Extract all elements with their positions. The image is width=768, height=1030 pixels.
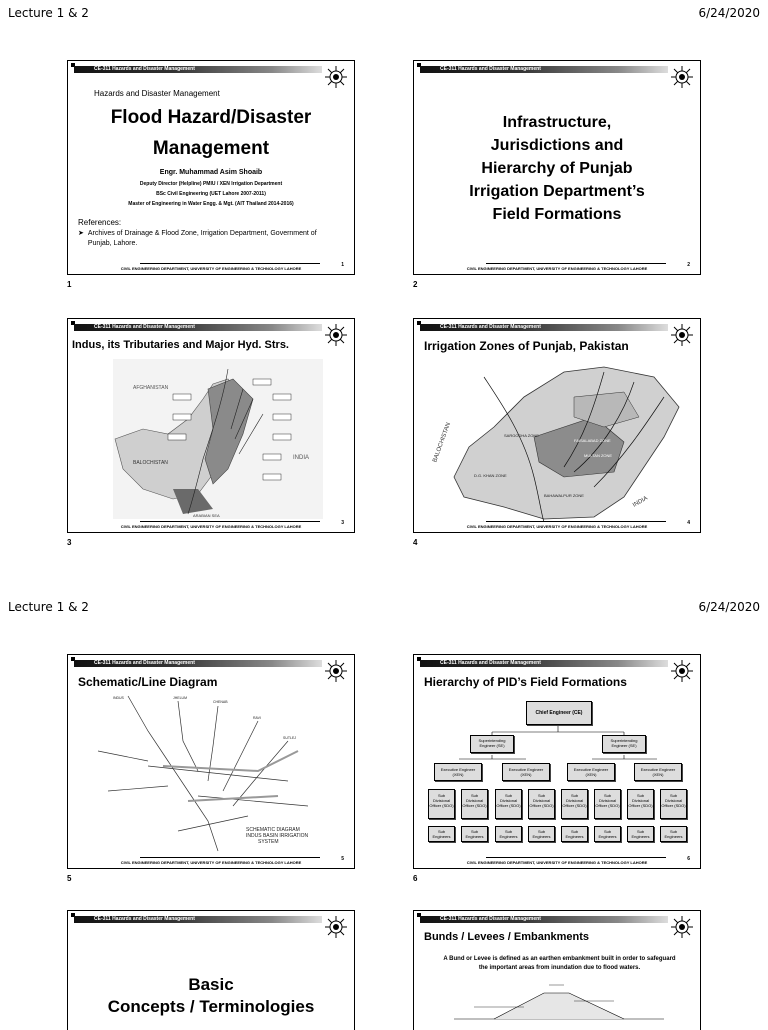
sdo-box: Sub Divisional Officer (SDO) bbox=[428, 789, 455, 819]
university-logo-icon bbox=[324, 65, 348, 89]
slide-page-number: 1 bbox=[341, 262, 344, 268]
bar-text: CE-311 Hazards and Disaster Management bbox=[440, 324, 541, 330]
title-line: Field Formations bbox=[492, 206, 622, 223]
sdo-box: Sub Divisional Officer (SDO) bbox=[461, 789, 488, 819]
footer-divider bbox=[140, 263, 320, 264]
university-logo-icon bbox=[670, 65, 694, 89]
slide-title: Irrigation Zones of Punjab, Pakistan bbox=[424, 339, 629, 353]
university-logo-icon bbox=[324, 323, 348, 347]
footer-divider bbox=[486, 521, 666, 522]
bar-text: CE-311 Hazards and Disaster Management bbox=[94, 916, 195, 922]
slide-4[interactable] bbox=[413, 318, 701, 533]
sub-engineer-box: Sub Engineers bbox=[528, 826, 555, 842]
sdo-box: Sub Divisional Officer (SDO) bbox=[561, 789, 588, 819]
slide-footer: CIVIL ENGINEERING DEPARTMENT, UNIVERSITY OF ENGINEERING & TECHNOLOGY LAHORE bbox=[120, 266, 302, 271]
slide-footer: CIVIL ENGINEERING DEPARTMENT, UNIVERSITY OF ENGINEERING & TECHNOLOGY LAHORE bbox=[120, 860, 302, 865]
page-header-left-2: Lecture 1 & 2 bbox=[8, 600, 89, 614]
page-header-right: 6/24/2020 bbox=[698, 6, 760, 20]
page-header-right-2: 6/24/2020 bbox=[698, 600, 760, 614]
xen-box: Executive Engineer (XEN) bbox=[502, 763, 550, 781]
author-name: Engr. Muhammad Asim Shoaib bbox=[159, 169, 263, 176]
svg-text:INDIA: INDIA bbox=[293, 455, 310, 461]
slide-title: Indus, its Tributaries and Major Hyd. Strs. bbox=[72, 339, 289, 351]
bar-text: CE-311 Hazards and Disaster Management bbox=[440, 916, 541, 922]
bar-text: CE-311 Hazards and Disaster Management bbox=[440, 66, 541, 72]
sdo-box: Sub Divisional Officer (SDO) bbox=[627, 789, 654, 819]
title-line: Infrastructure, bbox=[502, 114, 612, 131]
slide-7[interactable] bbox=[67, 910, 355, 1030]
slide-5[interactable] bbox=[67, 654, 355, 869]
slide-page-number: 5 bbox=[341, 856, 344, 862]
se-box: Superintending Engineer (SE) bbox=[470, 735, 514, 753]
xen-box: Executive Engineer (XEN) bbox=[634, 763, 682, 781]
slide-title bbox=[414, 111, 700, 226]
svg-text:INDUS: INDUS bbox=[113, 696, 124, 700]
slide-title: Schematic/Line Diagram bbox=[78, 675, 218, 689]
sdo-box: Sub Divisional Officer (SDO) bbox=[495, 789, 522, 819]
slide-number-label: 4 bbox=[413, 538, 418, 547]
title-line: Hierarchy of Punjab bbox=[481, 160, 633, 177]
xen-box: Executive Engineer (XEN) bbox=[434, 763, 482, 781]
title-line: Irrigation Department’s bbox=[469, 183, 645, 200]
xen-box: Executive Engineer (XEN) bbox=[567, 763, 615, 781]
footer-divider bbox=[486, 857, 666, 858]
page-header-left: Lecture 1 & 2 bbox=[8, 6, 89, 20]
schematic-line-diagram-image bbox=[88, 691, 333, 856]
slide-1[interactable] bbox=[67, 60, 355, 275]
svg-text:ARABIAN SEA: ARABIAN SEA bbox=[193, 513, 220, 518]
footer-divider bbox=[140, 521, 320, 522]
bar-text: CE-311 Hazards and Disaster Management bbox=[94, 66, 195, 72]
svg-text:CHENAB: CHENAB bbox=[213, 700, 228, 704]
slide-number-label: 3 bbox=[67, 538, 72, 547]
irrigation-zones-map-image bbox=[424, 357, 689, 522]
svg-text:D.G. KHAN ZONE: D.G. KHAN ZONE bbox=[474, 473, 507, 478]
sdo-box: Sub Divisional Officer (SDO) bbox=[528, 789, 555, 819]
slide-8[interactable] bbox=[413, 910, 701, 1030]
sdo-box: Sub Divisional Officer (SDO) bbox=[594, 789, 621, 819]
chief-engineer-box: Chief Engineer (CE) bbox=[526, 701, 592, 725]
slide-footer: CIVIL ENGINEERING DEPARTMENT, UNIVERSITY OF ENGINEERING & TECHNOLOGY LAHORE bbox=[466, 860, 648, 865]
svg-text:RAVI: RAVI bbox=[253, 716, 261, 720]
slide-3[interactable] bbox=[67, 318, 355, 533]
slide-2[interactable] bbox=[413, 60, 701, 275]
slide-page-number: 3 bbox=[341, 520, 344, 526]
slide-footer: CIVIL ENGINEERING DEPARTMENT, UNIVERSITY OF ENGINEERING & TECHNOLOGY LAHORE bbox=[120, 524, 302, 529]
slide-title-line1: Flood Hazard/Disaster bbox=[110, 107, 312, 128]
svg-text:SARGODHA ZONE: SARGODHA ZONE bbox=[504, 433, 539, 438]
svg-text:INDIA: INDIA bbox=[632, 495, 649, 509]
sub-engineer-box: Sub Engineers bbox=[660, 826, 687, 842]
bar-text: CE-311 Hazards and Disaster Management bbox=[94, 324, 195, 330]
sub-engineer-box: Sub Engineers bbox=[428, 826, 455, 842]
slide-title-line1: Basic bbox=[188, 975, 234, 994]
reference-item bbox=[78, 229, 318, 249]
svg-text:AFGHANISTAN: AFGHANISTAN bbox=[133, 385, 169, 391]
slide-title: Hierarchy of PID’s Field Formations bbox=[424, 675, 627, 689]
embankment-cross-section-image bbox=[454, 979, 664, 1024]
sub-engineer-box: Sub Engineers bbox=[627, 826, 654, 842]
svg-text:BALOCHISTAN: BALOCHISTAN bbox=[133, 460, 168, 466]
diagram-caption-2: INDUS BASIN IRRIGATION bbox=[246, 833, 309, 839]
university-logo-icon bbox=[324, 659, 348, 683]
author-line-2: BSc Civil Engineering (UET Lahore 2007-2011) bbox=[156, 191, 266, 197]
diagram-caption-1: SCHEMATIC DIAGRAM bbox=[246, 827, 300, 833]
slide-number-label: 5 bbox=[67, 874, 72, 883]
slide-title-line2: Concepts / Terminologies bbox=[107, 997, 315, 1016]
university-logo-icon bbox=[670, 915, 694, 939]
sub-engineer-box: Sub Engineers bbox=[461, 826, 488, 842]
slide-title-line2: Management bbox=[152, 138, 270, 159]
slide-title: Bunds / Levees / Embankments bbox=[424, 931, 590, 943]
svg-text:BAHAWALPUR ZONE: BAHAWALPUR ZONE bbox=[544, 493, 584, 498]
sub-engineer-box: Sub Engineers bbox=[495, 826, 522, 842]
slide-footer: CIVIL ENGINEERING DEPARTMENT, UNIVERSITY OF ENGINEERING & TECHNOLOGY LAHORE bbox=[466, 524, 648, 529]
slide-page-number: 6 bbox=[687, 856, 690, 862]
hierarchy-connectors bbox=[414, 655, 701, 869]
slide-kicker: Hazards and Disaster Management bbox=[94, 89, 220, 98]
footer-divider bbox=[486, 263, 666, 264]
diagram-caption-3: SYSTEM bbox=[258, 839, 279, 845]
se-box: Superintending Engineer (SE) bbox=[602, 735, 646, 753]
svg-text:FAISALABAD ZONE: FAISALABAD ZONE bbox=[574, 438, 611, 443]
indus-tributaries-map-image bbox=[113, 359, 323, 519]
svg-text:JHELUM: JHELUM bbox=[173, 696, 188, 700]
references-label: References: bbox=[78, 218, 122, 227]
slide-page-number: 2 bbox=[687, 262, 690, 268]
slide-6[interactable] bbox=[413, 654, 701, 869]
slide-number-label: 1 bbox=[67, 280, 72, 289]
svg-text:SUTLEJ: SUTLEJ bbox=[283, 736, 297, 740]
bar-text: CE-311 Hazards and Disaster Management bbox=[94, 660, 195, 666]
slide-page-number: 4 bbox=[687, 520, 690, 526]
svg-text:MULTAN ZONE: MULTAN ZONE bbox=[584, 453, 613, 458]
reference-text: Archives of Drainage & Flood Zone, Irrigation Department, Government of Punjab, Lahore. bbox=[87, 230, 317, 247]
title-line: Jurisdictions and bbox=[490, 137, 624, 154]
university-logo-icon bbox=[670, 323, 694, 347]
svg-text:BALOCHISTAN: BALOCHISTAN bbox=[432, 421, 453, 464]
sub-engineer-box: Sub Engineers bbox=[561, 826, 588, 842]
slide-number-label: 6 bbox=[413, 874, 418, 883]
university-logo-icon bbox=[324, 915, 348, 939]
sdo-box: Sub Divisional Officer (SDO) bbox=[660, 789, 687, 819]
arrow-bullet-icon: ➤ bbox=[78, 230, 84, 237]
slide-number-label: 2 bbox=[413, 280, 418, 289]
bund-definition: A Bund or Levee is defined as an earthen embankment built in order to safeguard the important areas from inundation due to flood waters. bbox=[443, 956, 676, 971]
slide-footer: CIVIL ENGINEERING DEPARTMENT, UNIVERSITY OF ENGINEERING & TECHNOLOGY LAHORE bbox=[466, 266, 648, 271]
author-line-3: Master of Engineering in Water Engg. & Mgt. (AIT Thailand 2014-2016) bbox=[128, 201, 294, 207]
author-line-1: Deputy Director (Helpline) PMIU / XEN Irrigation Department bbox=[139, 181, 283, 187]
footer-divider bbox=[140, 857, 320, 858]
bar-text: CE-311 Hazards and Disaster Management bbox=[440, 660, 541, 666]
sub-engineer-box: Sub Engineers bbox=[594, 826, 621, 842]
